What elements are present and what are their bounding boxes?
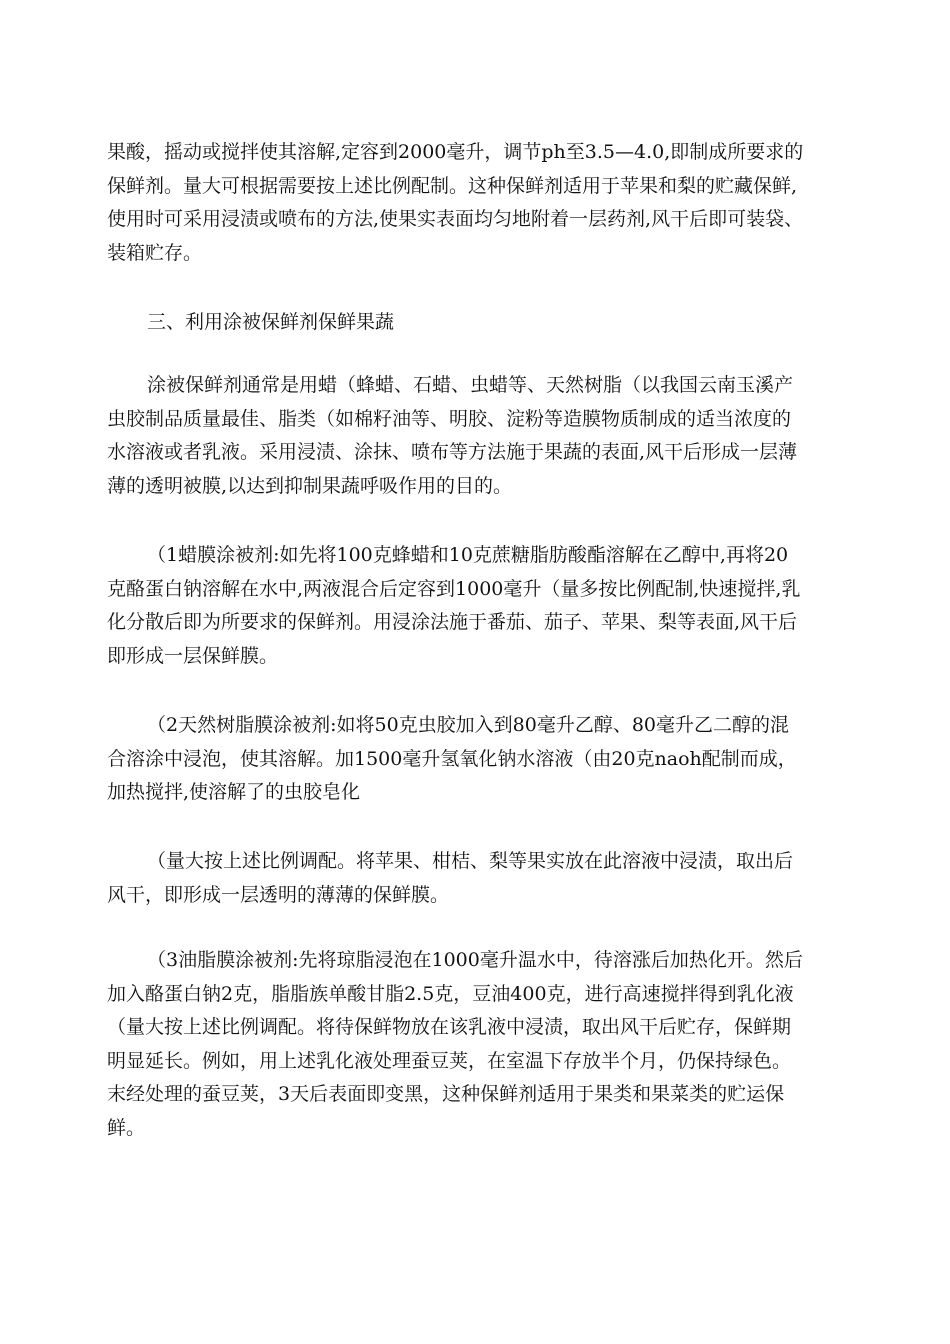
text-line: 水溶液或者乳液。采用浸渍、涂抹、喷布等方法施于果蔬的表面,风干后形成一层薄 [107, 441, 798, 463]
paragraph-resin-coating-cont [107, 845, 847, 912]
text-line: 合溶涂中浸泡，使其溶解。加1500毫升氢氧化钠水溶液（由20克naoh配制而成， [107, 747, 797, 770]
text-line: 明显延长。例如，用上述乳化液处理蚕豆荚，在室温下存放半个月，仍保持绿色。 [107, 1049, 792, 1072]
text-line: 加入酪蛋白钠2克，脂脂族单酸甘脂2.5克，豆油400克，进行高速搅拌得到乳化液 [107, 982, 794, 1005]
text-line: 克酪蛋白钠溶解在水中,两液混合后定容到1000毫升（量多按比例配制,快速搅拌,乳 [107, 577, 801, 600]
text-line: 风干，即形成一层透明的薄薄的保鲜膜。 [107, 883, 450, 906]
paragraph-oil-coating [107, 944, 847, 1145]
paragraph-resin-coating [107, 709, 847, 810]
text-line: 化分散后即为所要求的保鲜剂。用浸涂法施于番茄、茄子、苹果、梨等表面,风干后 [107, 611, 798, 633]
text-line: 鲜。 [107, 1116, 146, 1139]
paragraph-preservative-usage [107, 136, 847, 270]
text-line: （1蜡膜涂被剂:如先将100克蜂蜡和10克蔗糖脂肪酸酯溶解在乙醇中,再将20 [147, 544, 789, 566]
text-line: 加热搅拌,使溶解了的虫胶皂化 [107, 781, 361, 803]
text-line: 果酸，摇动或搅拌使其溶解,定容到2000毫升，调节ph至3.5—4.0,即制成所要求的 [107, 141, 804, 163]
text-line: 虫胶制品质量最佳、脂类（如棉籽油等、明胶、淀粉等造膜物质制成的适当浓度的 [107, 407, 792, 430]
heading-text: 三、利用涂被保鲜剂保鲜果蔬 [147, 311, 395, 333]
text-line: 装箱贮存。 [107, 241, 203, 264]
text-line: 保鲜剂。量大可根据需要按上述比例配制。这种保鲜剂适用于苹果和梨的贮藏保鲜, [107, 174, 798, 197]
text-line: （2天然树脂膜涂被剂:如将50克虫胶加入到80毫升乙醇、80毫升乙二醇的混 [147, 714, 790, 736]
section-heading [107, 306, 847, 340]
text-line: （3油脂膜涂被剂:先将琼脂浸泡在1000毫升温水中，待溶涨后加热化开。然后 [147, 949, 803, 971]
text-line: （量大按上述比例调配。将待保鲜物放在该乳液中浸渍，取出风干后贮存，保鲜期 [107, 1016, 792, 1038]
text-line: 使用时可采用浸渍或喷布的方法,使果实表面均匀地附着一层药剂,风干后即可装袋、 [107, 208, 804, 230]
text-line: 即形成一层保鲜膜。 [107, 644, 279, 667]
paragraph-coating-intro [107, 369, 847, 503]
text-line: （量大按上述比例调配。将苹果、柑桔、梨等果实放在此溶液中浸渍，取出后 [147, 850, 794, 872]
text-line: 涂被保鲜剂通常是用蜡（蜂蜡、石蜡、虫蜡等、天然树脂（以我国云南玉溪产 [147, 374, 794, 396]
text-line: 末经处理的蚕豆荚，3天后表面即变黑，这种保鲜剂适用于果类和果菜类的贮运保 [107, 1083, 785, 1105]
paragraph-wax-coating [107, 539, 847, 673]
text-line: 薄的透明被膜,以达到抑制果蔬呼吸作用的目的。 [107, 474, 513, 497]
